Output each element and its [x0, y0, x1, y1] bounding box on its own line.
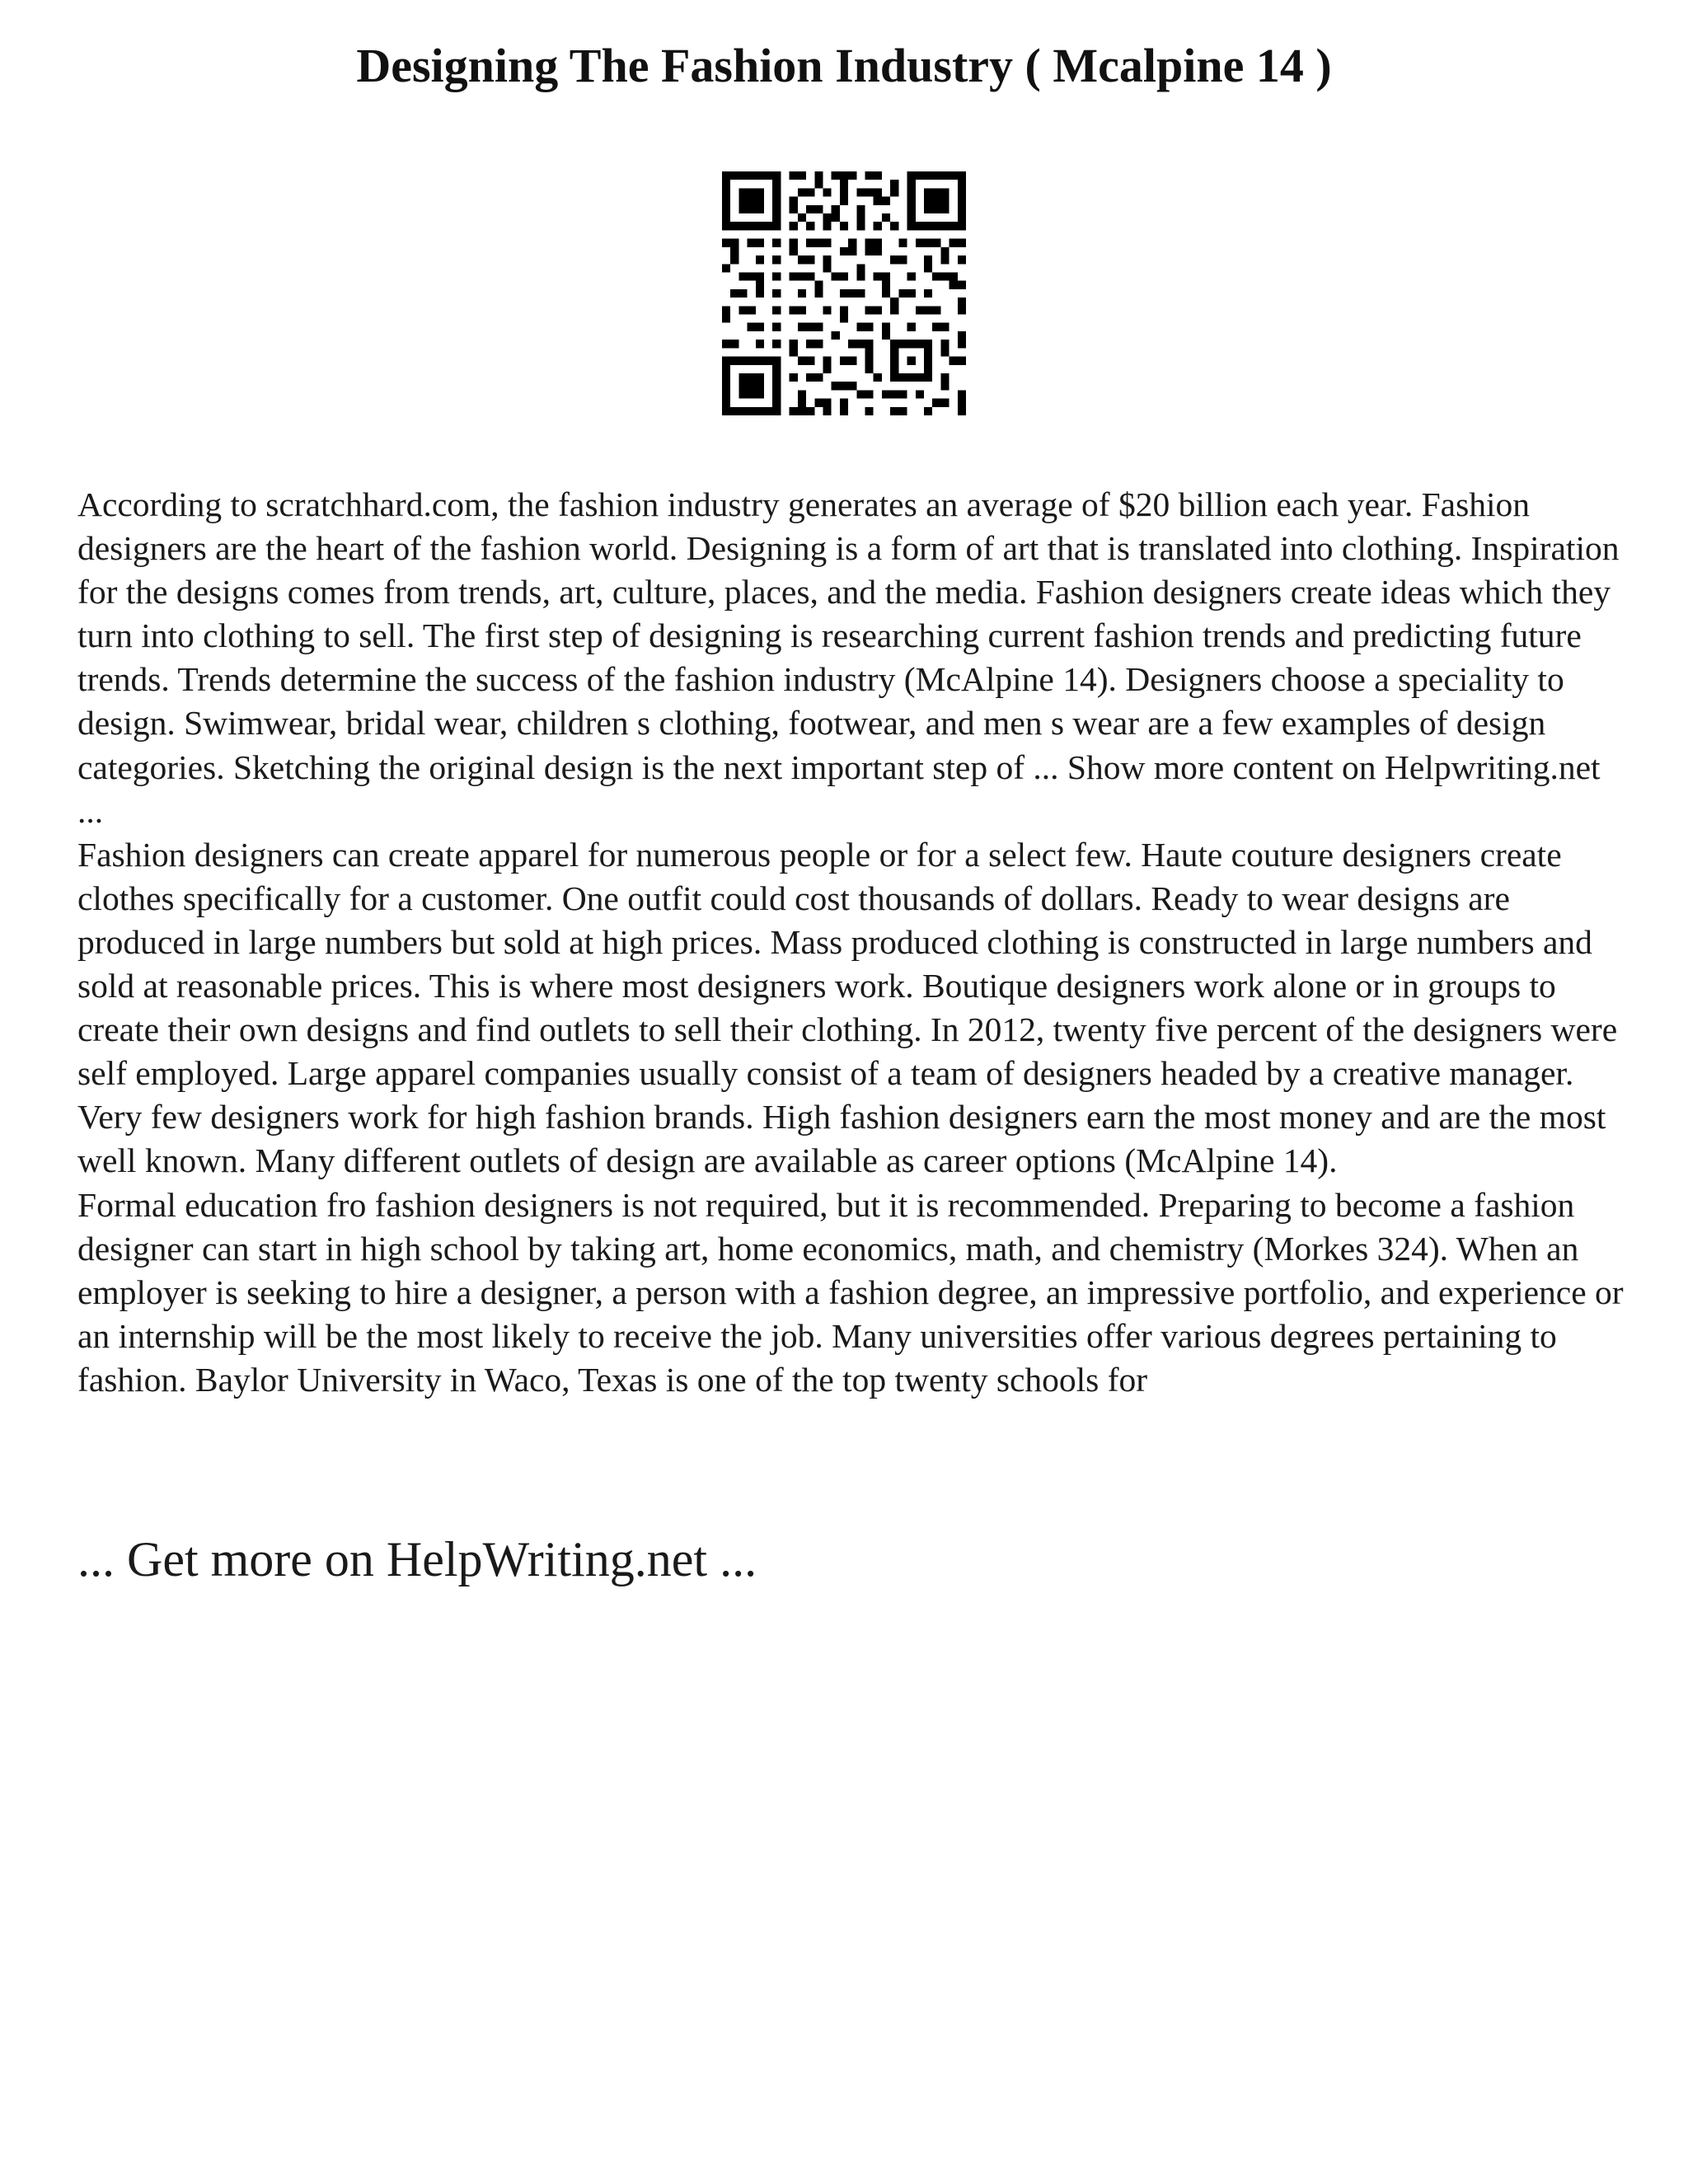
page-title: Designing The Fashion Industry ( Mcalpine 14 ) — [356, 39, 1332, 92]
paragraph-2: Fashion designers can create apparel for numerous people or for a select few. Haute couture designers create clothes specifically for a customer. One outfit could cost thousands of dollars. Ready to wear designs are produced in large numbers but sold at high prices. Mass produced clothing is constructed in large numbers and sold at reasonable prices. This is where most designers work. Boutique designers work alone or in groups to create their own designs and find outlets to sell their clothing. In 2012, twenty five percent of the designers were self employed. Large apparel companies usually consist of a team of designers headed by a creative manager. Very few designers work for high fashion brands. High fashion designers earn the most money and are the most well known. Many different outlets of design are available as career options (McAlpine 14). — [77, 835, 1618, 1180]
qr-code-icon[interactable] — [722, 171, 966, 415]
paragraph-1: According to scratchhard.com, the fashion industry generates an average of $20 billion each year. Fashion designers are the heart of the fashion world. Designing is a form of art that is translated into clothing. Inspiration for the designs comes from trends, art, culture, places, and the media. Fashion designers create ideas which they turn into clothing to sell. The first step of designing is researching current fashion trends and predicting future trends. Trends determine the success of the fashion industry (McAlpine 14). Designers choose a speciality to design. Swimwear, bridal wear, children s clothing, footwear, and men s wear are a few examples of design categories. Sketching the original design is the next important step of ... Show more content on Helpwriting.net ... — [77, 485, 1620, 830]
get-more-link[interactable]: ... Get more on HelpWriting.net ... — [77, 1532, 757, 1586]
paragraph-3: Formal education fro fashion designers is not required, but it is recommended. Preparing to become a fashion designer can start in high school by taking art, home economics, math, and chemistry (Morkes 324). When an employer is seeking to hire a designer, a person with a fashion degree, an impressive portfolio, and experience or an internship will be the most likely to receive the job. Many universities offer various degrees pertaining to fashion. Baylor University in Waco, Texas is one of the top twenty schools for — [77, 1185, 1624, 1399]
article-body — [77, 483, 1627, 1402]
